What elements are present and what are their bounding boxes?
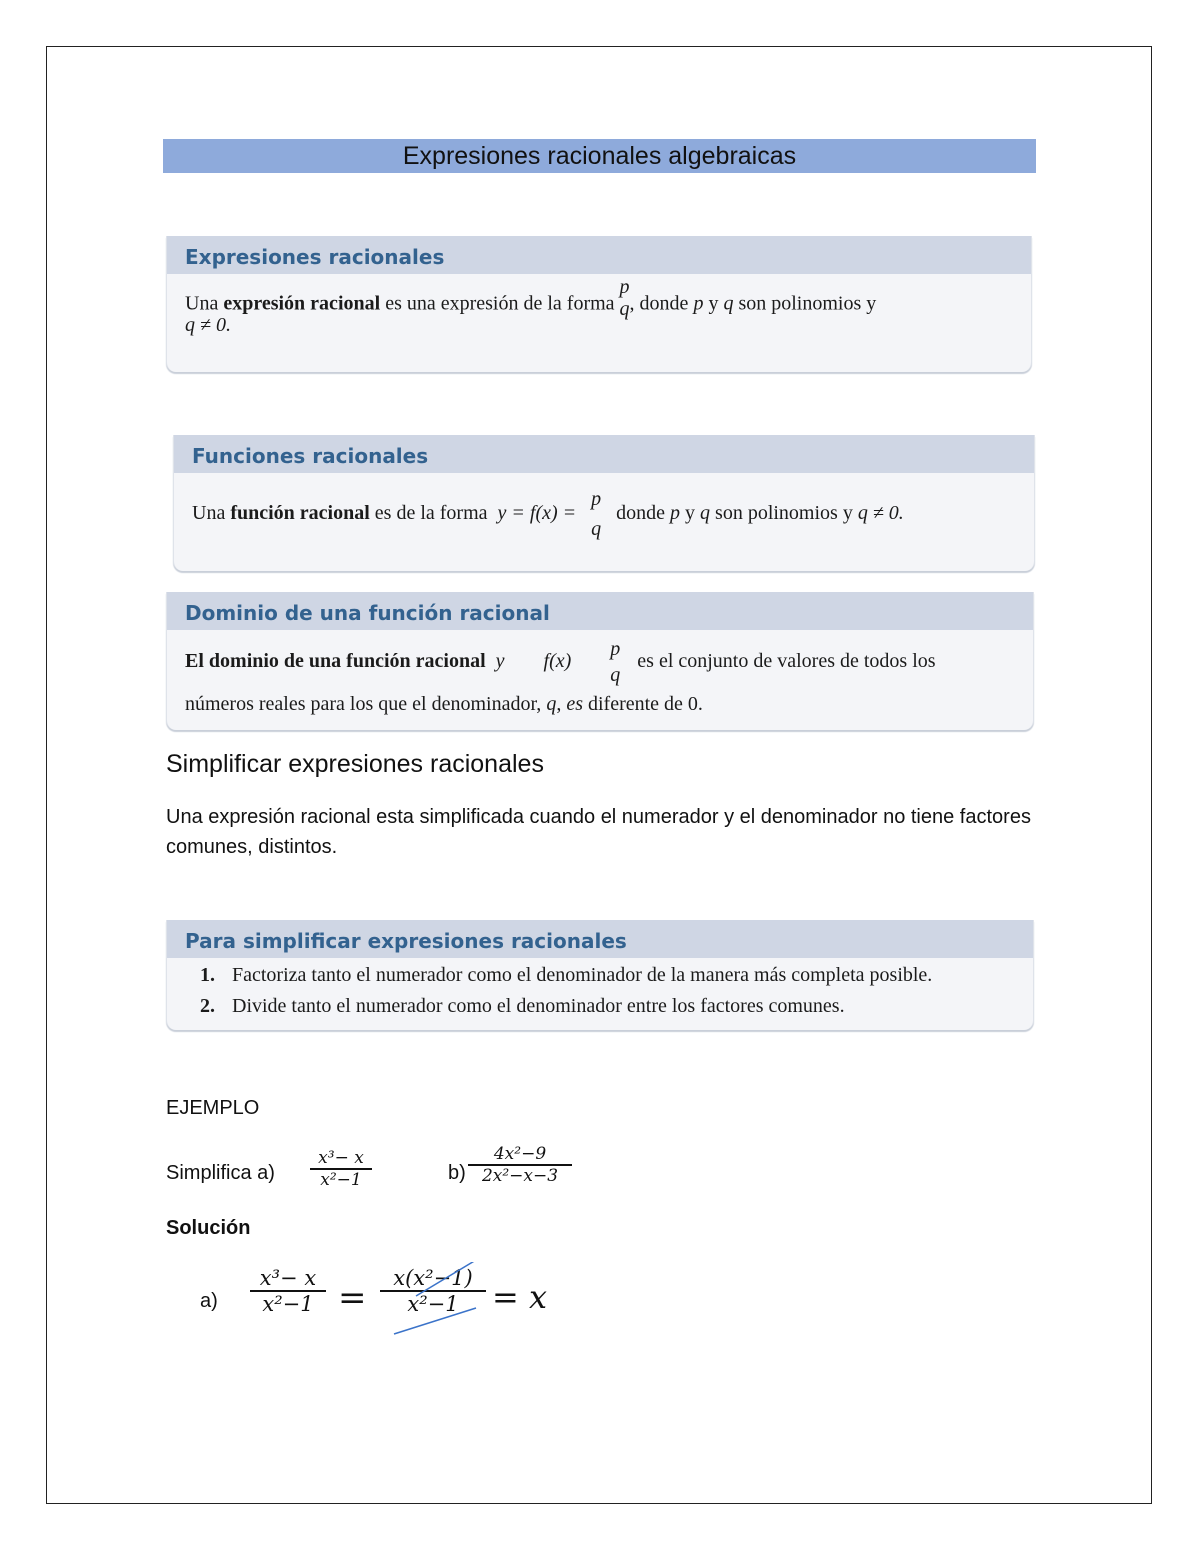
text: números reales para los que el denominador, bbox=[185, 693, 547, 715]
text: Una bbox=[185, 292, 224, 315]
solution-label: Solución bbox=[166, 1217, 251, 1239]
step-text: Divide tanto el numerador como el denominador entre los factores comunes. bbox=[232, 995, 845, 1017]
part-b-label: b) bbox=[448, 1162, 466, 1184]
text: , bbox=[556, 693, 567, 715]
box-body bbox=[174, 473, 1034, 543]
text: y bbox=[680, 502, 701, 524]
step-number: 2. bbox=[200, 995, 215, 1017]
var-q: q bbox=[723, 292, 734, 315]
fraction-p-over-q bbox=[591, 484, 601, 544]
numerator: p bbox=[591, 488, 602, 511]
solution-a bbox=[200, 1262, 620, 1342]
text: y bbox=[703, 292, 724, 315]
function-fx: f(x) bbox=[543, 650, 572, 672]
text: es de la forma bbox=[369, 502, 488, 524]
denominator: q bbox=[619, 298, 630, 320]
condition: q ≠ 0. bbox=[185, 314, 231, 336]
text: son polinomios y bbox=[710, 502, 858, 524]
numerator: p bbox=[619, 276, 630, 298]
paragraph: Una expresión racional esta simplificada cuando el numerador y el denominador no tiene factores comunes, distintos. bbox=[166, 806, 1031, 858]
denominator: x²−1 bbox=[262, 1292, 314, 1316]
fraction-p-over-q bbox=[620, 276, 630, 320]
fraction-p-over-q bbox=[610, 636, 620, 688]
equals-sign: = bbox=[338, 1278, 367, 1318]
definition-box-rational-expressions bbox=[166, 236, 1032, 372]
step-text: Factoriza tanto el numerador como el denominador de la manera más completa posible. bbox=[232, 964, 933, 986]
result: = x bbox=[492, 1278, 548, 1316]
steps-box bbox=[166, 920, 1034, 1030]
var-p: p bbox=[670, 502, 681, 524]
strike-denominator bbox=[394, 1308, 476, 1334]
step-item bbox=[200, 960, 1015, 991]
numerator: x³− x bbox=[250, 1266, 326, 1292]
text: es bbox=[566, 693, 583, 715]
numerator: 4x²−9 bbox=[468, 1144, 572, 1166]
text: es el conjunto de valores de todos los bbox=[637, 650, 936, 672]
simplify-label: Simplifica a) bbox=[166, 1162, 275, 1184]
text: donde bbox=[616, 502, 671, 524]
fraction-a bbox=[310, 1148, 372, 1190]
cancel-strike-marks bbox=[380, 1262, 490, 1342]
condition: q ≠ 0. bbox=[857, 502, 904, 524]
steps-list bbox=[200, 960, 1015, 1022]
part-a-label: a) bbox=[200, 1290, 218, 1312]
text: El bbox=[185, 650, 209, 672]
denominator: q bbox=[610, 664, 621, 687]
definition-box-domain bbox=[166, 592, 1034, 730]
box-body bbox=[167, 958, 1033, 1022]
bold-term: dominio de una función racional bbox=[208, 650, 486, 672]
section-title: Simplificar expresiones racionales bbox=[166, 750, 544, 778]
numerator: p bbox=[610, 638, 621, 661]
denominator: 2x²−x−3 bbox=[481, 1166, 559, 1186]
strike-numerator bbox=[416, 1262, 476, 1296]
definition-box-rational-functions bbox=[173, 435, 1035, 571]
bold-term: función racional bbox=[230, 502, 370, 524]
text: , donde bbox=[629, 292, 694, 315]
box-heading: Para simplificar expresiones racionales bbox=[167, 920, 1033, 958]
var-q: q bbox=[546, 693, 557, 715]
box-body bbox=[167, 630, 1033, 718]
equation: y = f(x) = bbox=[497, 502, 577, 524]
example-problem bbox=[166, 1144, 766, 1208]
var-q: q bbox=[700, 502, 711, 524]
numerator: x(x²−1) bbox=[380, 1266, 486, 1292]
step-number: 1. bbox=[200, 964, 215, 986]
denominator: q bbox=[591, 518, 602, 541]
fraction-left bbox=[250, 1266, 326, 1316]
example-label: EJEMPLO bbox=[166, 1097, 260, 1119]
text: diferente de 0. bbox=[582, 693, 703, 715]
definition-line bbox=[192, 483, 1016, 543]
definition-line-2 bbox=[185, 690, 1015, 718]
denominator: x²−1 bbox=[320, 1170, 362, 1190]
denominator: x²−1 bbox=[407, 1292, 459, 1316]
step-item bbox=[200, 991, 1015, 1022]
document-title: Expresiones racionales algebraicas bbox=[163, 139, 1036, 173]
text: Una bbox=[192, 502, 231, 524]
var-p: p bbox=[693, 292, 704, 315]
text: es una expresión de la forma bbox=[380, 292, 615, 315]
bold-term: expresión racional bbox=[223, 292, 381, 315]
box-heading: Funciones racionales bbox=[174, 435, 1034, 473]
numerator: x³− x bbox=[310, 1148, 372, 1170]
box-body bbox=[167, 274, 1031, 338]
fraction-b bbox=[468, 1144, 572, 1186]
box-heading: Dominio de una función racional bbox=[167, 592, 1033, 630]
text: son polinomios y bbox=[733, 292, 877, 315]
var-y: y bbox=[495, 650, 505, 672]
definition-line bbox=[185, 636, 1015, 686]
box-heading: Expresiones racionales bbox=[167, 236, 1031, 274]
